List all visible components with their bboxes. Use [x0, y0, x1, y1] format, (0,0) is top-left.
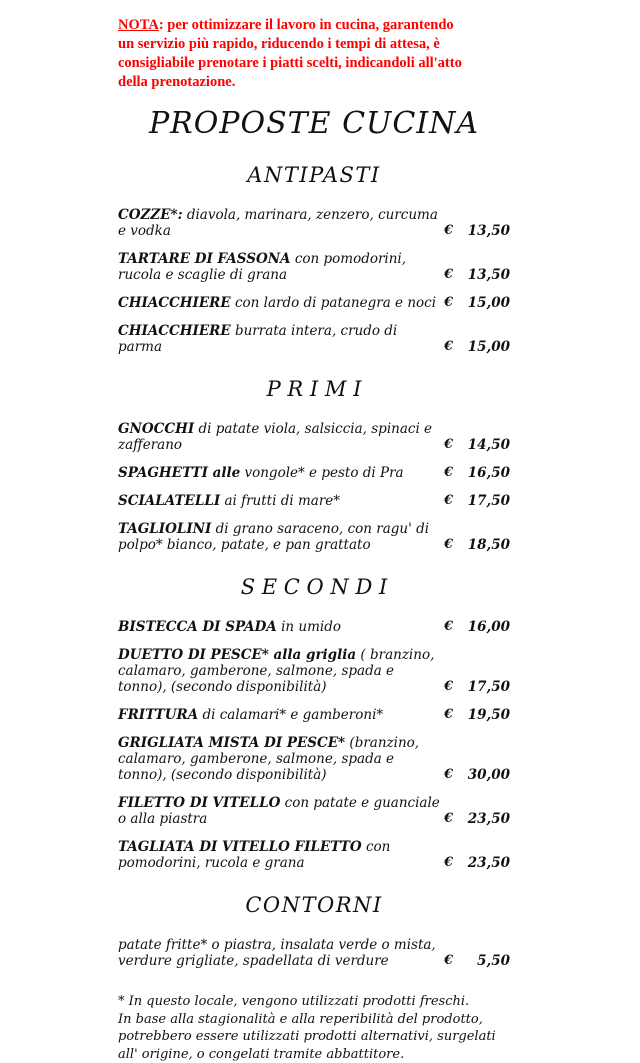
item-name: TARTARE DI FASSONA	[118, 251, 291, 267]
item-description: ( branzino, calamaro, gamberone, salmone, spada e tonno), (secondo disponibilità)	[118, 647, 434, 695]
menu-item-gnocchi	[118, 421, 510, 453]
item-description: burrata intera, crudo di parma	[118, 323, 397, 355]
section-heading-antipasti: ANTIPASTI	[118, 163, 510, 187]
currency-symbol: €	[444, 537, 453, 553]
menu-item-scialatelli	[118, 493, 510, 509]
item-price: 23,50	[453, 855, 510, 871]
item-name: TAGLIATA DI VITELLO FILETTO	[118, 839, 362, 855]
footnote	[118, 993, 510, 1063]
item-price: 15,00	[453, 339, 510, 355]
currency-symbol: €	[444, 339, 453, 355]
item-description: in umido	[281, 619, 341, 635]
item-description: patate fritte* o piastra, insalata verde o mista, verdure grigliate, spadellata di verdure	[118, 937, 436, 969]
item-description: di calamari* e gamberoni*	[203, 707, 384, 723]
currency-symbol: €	[444, 811, 453, 827]
item-description: con pomodorini, rucola e scaglie di grana	[118, 251, 406, 283]
item-description: di patate viola, salsiccia, spinaci e zafferano	[118, 421, 432, 453]
item-price: 18,50	[453, 537, 510, 553]
item-name: FRITTURA	[118, 707, 198, 723]
item-price: 16,00	[453, 619, 510, 635]
item-name: FILETTO DI VITELLO	[118, 795, 280, 811]
item-name: CHIACCHIERE	[118, 295, 231, 311]
item-price: 5,50	[453, 953, 510, 969]
item-price: 30,00	[453, 767, 510, 783]
menu-item-tartare	[118, 251, 510, 283]
item-name: GNOCCHI	[118, 421, 194, 437]
section-heading-primi: P R I M I	[118, 377, 510, 401]
item-price: 16,50	[453, 465, 510, 481]
currency-symbol: €	[444, 437, 453, 453]
currency-symbol: €	[444, 465, 453, 481]
menu-item-bistecca	[118, 619, 510, 635]
item-price: 17,50	[453, 493, 510, 509]
menu-item-cozze	[118, 207, 510, 239]
item-name: SPAGHETTI alle	[118, 465, 240, 481]
currency-symbol: €	[444, 295, 453, 311]
menu-item-chiacchiere-lardo	[118, 295, 510, 311]
item-description: (branzino, calamaro, gamberone, salmone, spada e tonno), (secondo disponibilità)	[118, 735, 419, 783]
menu-item-duetto	[118, 647, 510, 695]
page-title: PROPOSTE CUCINA	[118, 106, 510, 141]
note-text: : per ottimizzare il lavoro in cucina, garantendo un servizio più rapido, riducendo i tempi di attesa, è consigliabile prenotare i piatti scelti, indicandoli all'atto della prenotazione.	[118, 17, 462, 90]
item-price: 13,50	[453, 267, 510, 283]
currency-symbol: €	[444, 267, 453, 283]
item-name: DUETTO DI PESCE* alla griglia	[118, 647, 356, 663]
item-description: ai frutti di mare*	[224, 493, 340, 509]
menu-item-filetto	[118, 795, 510, 827]
currency-symbol: €	[444, 223, 453, 239]
menu-item-grigliata	[118, 735, 510, 783]
item-price: 23,50	[453, 811, 510, 827]
currency-symbol: €	[444, 619, 453, 635]
menu-item-tagliolini	[118, 521, 510, 553]
item-price: 15,00	[453, 295, 510, 311]
item-price: 14,50	[453, 437, 510, 453]
item-name: SCIALATELLI	[118, 493, 220, 509]
section-heading-secondi: S E C O N D I	[118, 575, 510, 599]
item-name: GRIGLIATA MISTA DI PESCE*	[118, 735, 345, 751]
currency-symbol: €	[444, 855, 453, 871]
item-price: 17,50	[453, 679, 510, 695]
footnote-line1: * In questo locale, vengono utilizzati prodotti freschi.	[118, 993, 510, 1011]
currency-symbol: €	[444, 679, 453, 695]
item-price: 13,50	[453, 223, 510, 239]
menu-item-spaghetti	[118, 465, 510, 481]
item-description: vongole* e pesto di Pra	[244, 465, 403, 481]
menu-item-tagliata	[118, 839, 510, 871]
currency-symbol: €	[444, 953, 453, 969]
footnote-line2: In base alla stagionalità e alla reperibilità del prodotto, potrebbero essere utilizzati prodotti alternativi, surgelati all' origine, o congelati tramite abbattitore.	[118, 1011, 510, 1063]
item-description: con pomodorini, rucola e grana	[118, 839, 390, 871]
item-name: CHIACCHIERE	[118, 323, 231, 339]
currency-symbol: €	[444, 493, 453, 509]
item-name: BISTECCA DI SPADA	[118, 619, 277, 635]
currency-symbol: €	[444, 707, 453, 723]
menu-item-chiacchiere-burrata	[118, 323, 510, 355]
item-name: COZZE*:	[118, 207, 183, 223]
item-description: di grano saraceno, con ragu' di polpo* bianco, patate, e pan grattato	[118, 521, 429, 553]
currency-symbol: €	[444, 767, 453, 783]
note-label: NOTA	[118, 17, 159, 33]
item-description: con lardo di patanegra e noci	[235, 295, 436, 311]
kitchen-note	[118, 16, 468, 92]
item-price: 19,50	[453, 707, 510, 723]
menu-item-frittura	[118, 707, 510, 723]
section-heading-contorni: CONTORNI	[118, 893, 510, 917]
menu-item-contorni	[118, 937, 510, 969]
item-description: diavola, marinara, zenzero, curcuma e vodka	[118, 207, 438, 239]
item-description: con patate e guanciale o alla piastra	[118, 795, 440, 827]
item-name: TAGLIOLINI	[118, 521, 211, 537]
